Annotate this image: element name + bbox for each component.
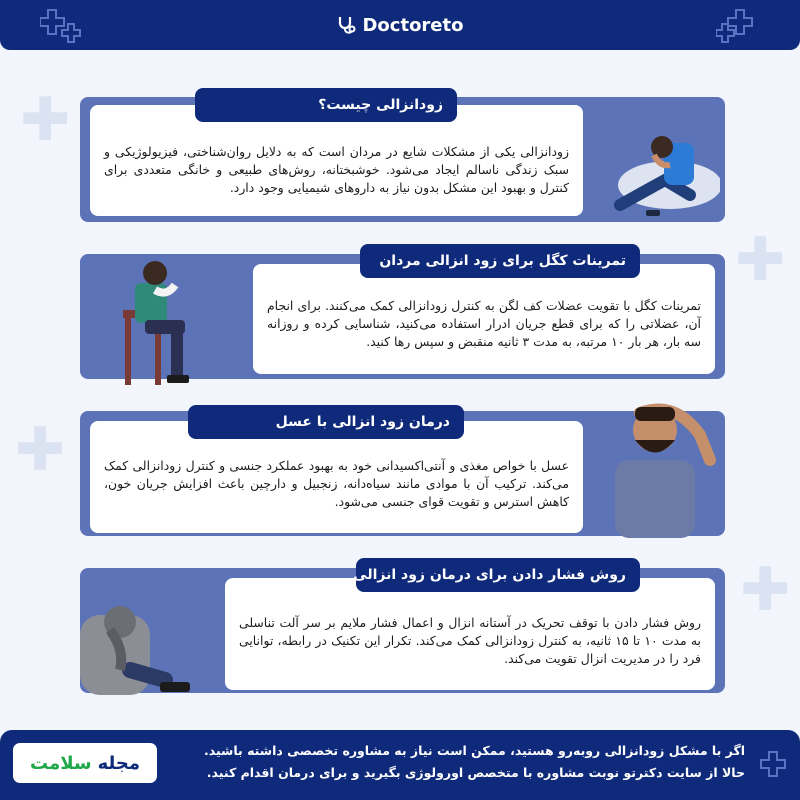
section-title-text: تمرینات کگل برای زود انزالی مردان — [379, 253, 626, 269]
footer-text — [170, 740, 745, 784]
medical-cross-icon — [755, 748, 795, 788]
header-bar — [0, 0, 800, 50]
section-title — [353, 558, 640, 592]
crouching-man-illustration — [80, 600, 200, 705]
section-text: تمرینات کگل با تقویت عضلات کف لگن به کنترل زودانزالی کمک می‌کنند. برای انجام آن، عضلاتی را که برای قطع جریان ادرار استفاده می‌کنید، شناسایی کرده و روزانه سه بار، هر بار ۱۰ مرتبه، به مدت ۳ ثانیه منقبض و سپس رها کنید. — [267, 298, 701, 349]
section-text: عسل با خواص مغذی و آنتی‌اکسیدانی خود به بهبود عملکرد جنسی و کنترل زودانزالی کمک می‌کند. ترکیب آن با موادی مانند سیاه‌دانه، زنجبیل و دارچین باعث افزایش جریان خون، کاهش استرس و تقویت قوای جنسی می‌شود. — [104, 458, 569, 509]
section-text: زودانزالی یکی از مشکلات شایع در مردان است که به دلایل روان‌شناختی، فیزیولوژیکی و سبک زندگی ناسالم ایجاد می‌شود. خوشبختانه، روش‌های طبیعی و خانگی متعددی برای کنترل و بهبود این مشکل بدون نیاز به داروهای شیمیایی وجود دارد. — [104, 143, 569, 195]
footer-line: اگر با مشکل زودانزالی روبه‌رو هستید، ممکن است نیاز به مشاوره تخصصی داشته باشید. — [203, 743, 745, 758]
footer-line: حالا از سایت دکترتو نوبت مشاوره با متخصص اورولوژی بگیرید و برای درمان اقدام کنید. — [206, 765, 745, 780]
sad-man-illustration — [590, 125, 720, 220]
section-title-text: درمان زود انزالی با عسل — [275, 414, 450, 430]
background-cross-icon: ✚ — [735, 225, 786, 295]
section-body — [253, 264, 715, 374]
section-title — [188, 405, 464, 439]
section-body — [225, 578, 715, 690]
badge-word-accent: سلامت — [30, 752, 92, 774]
stethoscope-logo-icon — [336, 15, 356, 35]
section-title — [360, 244, 640, 278]
stressed-man-illustration — [605, 395, 720, 538]
section-title — [195, 88, 457, 122]
brand-name: Doctoreto — [362, 14, 464, 36]
medical-cross-icon — [40, 6, 84, 46]
sitting-man-illustration — [115, 255, 205, 385]
section-title-text: روش فشار دادن برای درمان زود انزالی — [353, 567, 626, 583]
section-text: روش فشار دادن با توقف تحریک در آستانه انزال و اعمال فشار ملایم بر سر آلت تناسلی به مدت ۱۰ تا ۱۵ ثانیه، به کنترل زودانزالی کمک می‌کند. تکرار این تکنیک در رابطه، توانایی فرد را در مدیریت انزال تقویت می‌کند. — [239, 615, 701, 666]
section-title-text: زودانزالی چیست؟ — [318, 97, 443, 113]
background-cross-icon: ✚ — [740, 555, 791, 625]
brand — [336, 15, 463, 36]
health-magazine-badge[interactable] — [10, 740, 160, 786]
background-cross-icon: ✚ — [20, 85, 71, 155]
badge-word: مجله — [97, 752, 140, 774]
background-cross-icon: ✚ — [15, 415, 66, 485]
medical-cross-icon — [716, 6, 760, 46]
